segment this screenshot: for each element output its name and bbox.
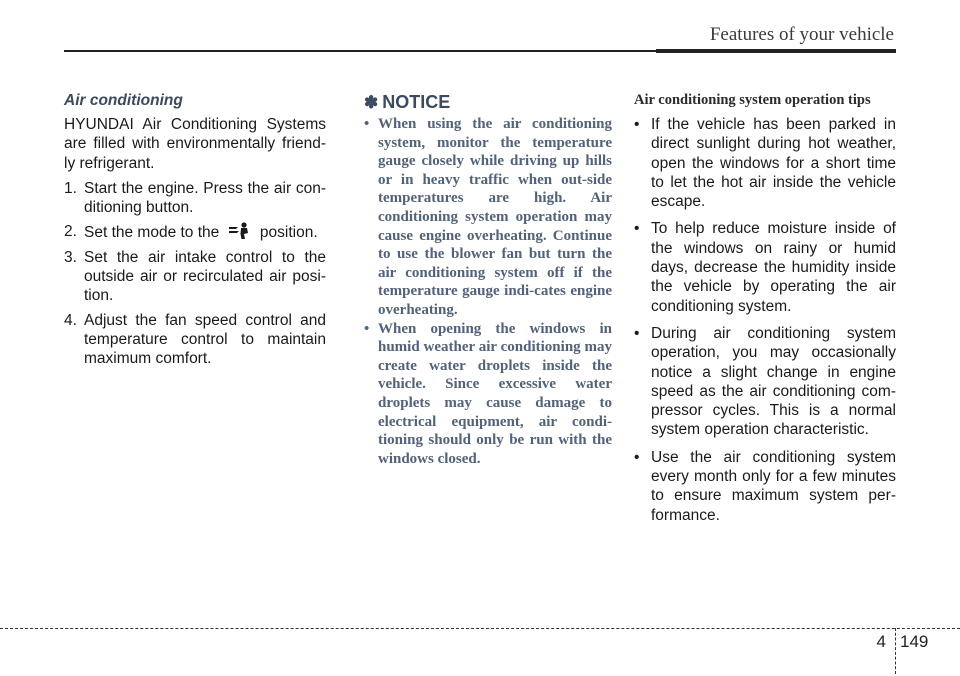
step-text: Start the engine. Press the air con-ditioning button. — [84, 179, 326, 217]
footer-rule — [0, 628, 960, 629]
step-text: Adjust the fan speed control and temperature control to maintain maximum comfort. — [84, 311, 326, 368]
tip-text: To help reduce moisture inside of the windows on rainy or humid days, decrease the humidity inside the vehicle by operating the air conditioning system. — [651, 220, 896, 315]
step-text-before: Set the mode to the — [84, 224, 220, 242]
tips-heading: Air conditioning system operation tips — [634, 92, 871, 108]
step-number: 2. — [64, 223, 77, 241]
step-item — [64, 311, 326, 369]
notice-heading — [364, 92, 612, 113]
step-number: 4. — [64, 311, 77, 329]
tip-text: Use the air conditioning system every month only for a few minutes to ensure maximum system per-formance. — [651, 448, 896, 524]
notice-list — [364, 115, 612, 468]
notice-column — [364, 92, 612, 468]
bullet-icon: • — [634, 116, 640, 133]
step-number: 1. — [64, 179, 77, 197]
bullet-icon: • — [364, 116, 370, 132]
bullet-icon: • — [364, 320, 370, 337]
notice-item-text: When using the air conditioning system, monitor the temperature gauge closely while driving up hills or in heavy traffic when out-side temperatures are high. Air conditioning system operation may cause engine overheating. Continue to use the blower fan but turn the air conditioning system off if the temperature gauge indi-cates engine overheating. — [378, 116, 612, 318]
air-conditioning-heading: Air conditioning — [64, 92, 183, 109]
notice-item-text: When opening the windows in humid weather air conditioning may create water droplets inside the vehicle. Since excessive water droplets may cause damage to electrical equipment, air condi-tioning should only be run with the windows closed. — [378, 320, 612, 467]
step-number: 3. — [64, 248, 77, 266]
tip-item — [634, 115, 896, 211]
tips-column — [634, 92, 896, 533]
intro-paragraph: HYUNDAI Air Conditioning Systems are filled with environmentally friend-ly refrigerant. — [64, 116, 326, 172]
step-text: Set the air intake control to the outside air or recirculated air posi-tion. — [84, 248, 326, 305]
header-rule — [64, 50, 896, 52]
bullet-icon: • — [634, 448, 640, 466]
face-vent-mode-icon — [228, 222, 252, 240]
notice-item — [364, 115, 612, 320]
step-item — [64, 179, 326, 218]
page-number: 149 — [900, 632, 929, 651]
tip-text: If the vehicle has been parked in direct sunlight during hot weather, open the windows for a short time to let the hot air inside the vehicle escape. — [651, 116, 896, 211]
footer-divider — [895, 628, 896, 674]
tip-item — [634, 219, 896, 315]
left-column — [64, 92, 326, 374]
notice-title-text: NOTICE — [382, 92, 451, 112]
section-title: Features of your vehicle — [709, 24, 894, 45]
tips-list — [634, 115, 896, 525]
step-item — [64, 222, 326, 242]
chapter-number: 4 — [876, 632, 886, 651]
asterisk-icon: ✽ — [364, 92, 379, 112]
step-item — [64, 248, 326, 306]
tip-text: During air conditioning system operation, you may occasionally notice a slight change in engine speed as the air conditioning com-pressor cycles. This is a normal system operation characteristic. — [651, 324, 896, 439]
steps-list — [64, 179, 326, 369]
bullet-icon: • — [634, 220, 640, 238]
tip-item — [634, 448, 896, 525]
step-text-after: position. — [259, 224, 318, 242]
tip-item — [634, 324, 896, 440]
bullet-icon: • — [634, 324, 640, 342]
notice-item — [364, 320, 612, 469]
